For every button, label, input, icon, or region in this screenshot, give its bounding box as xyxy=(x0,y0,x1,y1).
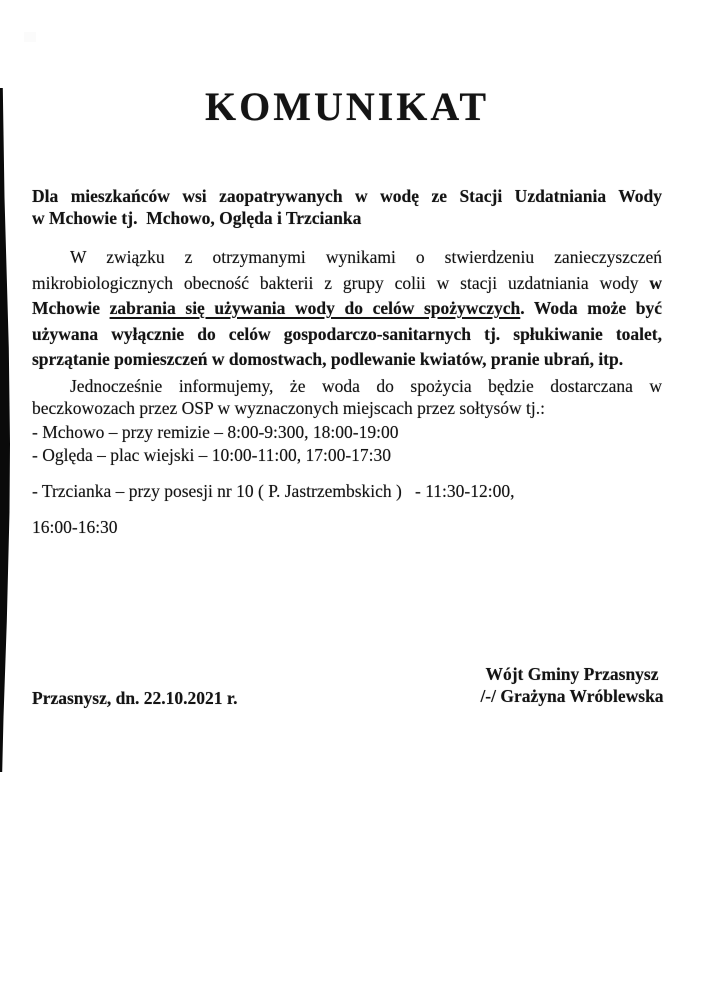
document-content xyxy=(32,0,662,1000)
info-paragraph: Jednocześnie informujemy, że woda do spożycia będzie dostarczana w beczkowozach przez OSP w wyznaczonych miejscach przez sołtysów tj.: xyxy=(32,375,662,418)
text-segment: . Woda może być używana wyłącznie do celów gospodarczo-sanitarnych tj. spłukiwanie toalet, sprzątanie pomieszczeń w domostwach, podlewanie kwiatów, pranie ubrań, itp. xyxy=(32,298,662,369)
addressee-line-1: Dla mieszkańców wsi zaopatrywanych w wodę ze Stacji Uzdatniania Wody xyxy=(32,186,662,206)
schedule-line: - Trzcianka – przy posesji nr 10 ( P. Jastrzembskich ) - 11:30-12:00, xyxy=(32,480,515,501)
scan-edge-artifact xyxy=(0,88,10,772)
text-segment: W związku z otrzymanymi wynikami o stwierdzeniu zanieczyszczeń mikrobiologicznych obecność bakterii z grupy colii w stacji uzdatniania wody xyxy=(32,247,662,293)
schedule-line: - Oględa – plac wiejski – 10:00-11:00, 17:00-17:30 xyxy=(32,444,392,465)
signature-block xyxy=(452,663,692,707)
schedule-line: - Mchowo – przy remizie – 8:00-9:300, 18:00-19:00 xyxy=(32,421,399,442)
schedule-line: 16:00-16:30 xyxy=(32,516,118,537)
water-delivery-schedule xyxy=(32,421,662,539)
addressee-line-2: w Mchowie tj. Mchowo, Oględa i Trzcianka xyxy=(32,208,362,228)
main-paragraph xyxy=(32,245,662,373)
signature-name: /-/ Grażyna Wróblewska xyxy=(480,686,664,706)
text-segment: w Mchowie xyxy=(32,272,662,318)
document-title: KOMUNIKAT xyxy=(204,84,490,129)
place-and-date: Przasnysz, dn. 22.10.2021 r. xyxy=(32,688,238,708)
signature-title: Wójt Gminy Przasnysz xyxy=(485,664,659,684)
addressee-paragraph xyxy=(32,185,662,229)
text-segment: zabrania się używania wody do celów spożywczych xyxy=(109,298,521,318)
